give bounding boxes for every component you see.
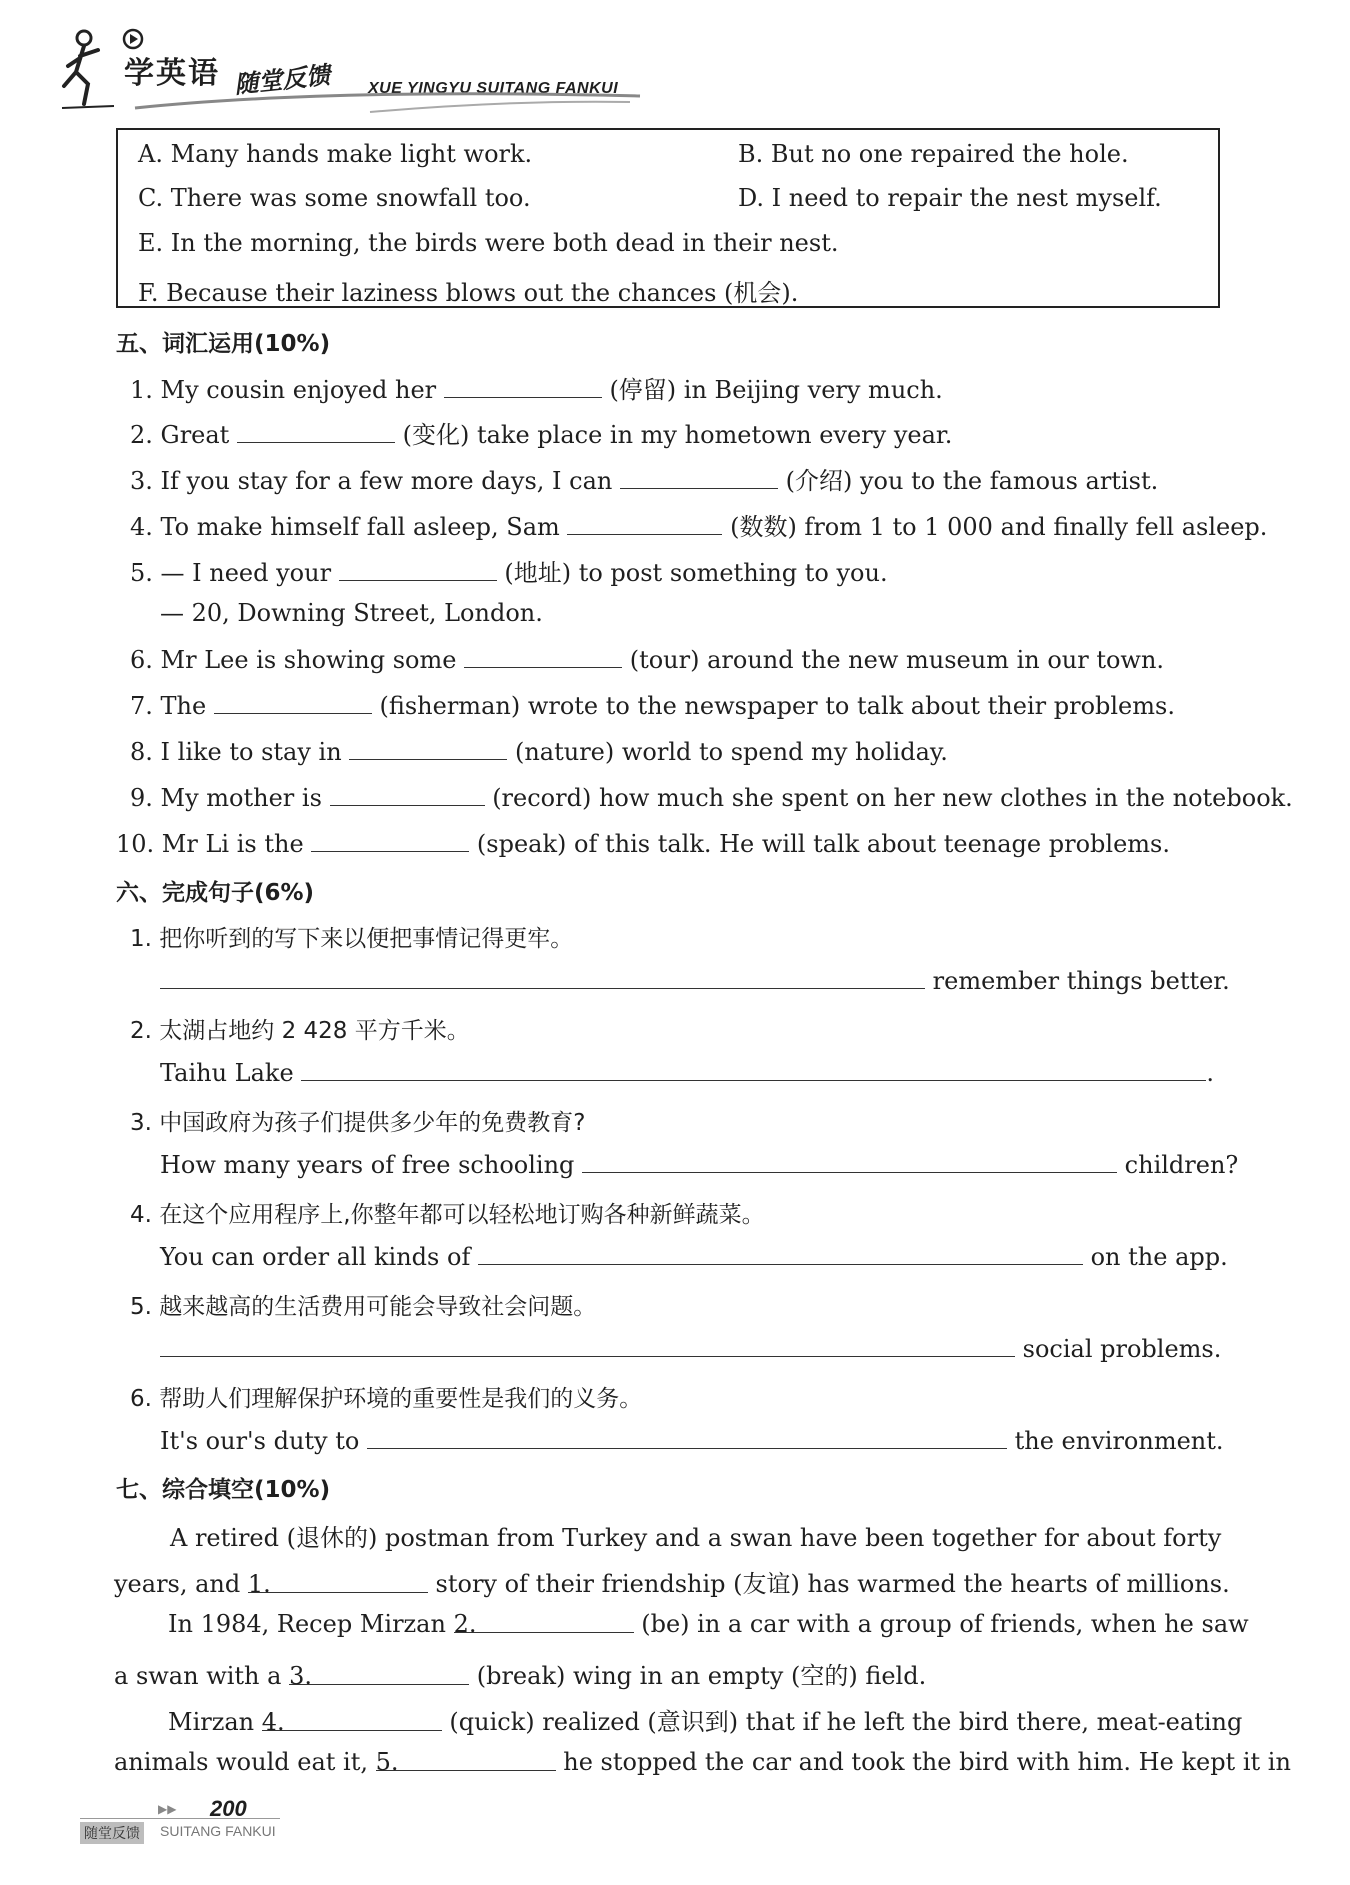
cloze-blank-1[interactable]	[247, 1570, 428, 1598]
option-b: B. But no one repaired the hole.	[738, 140, 1129, 168]
vocab-item-1-text: 1. My cousin enjoyed her	[130, 376, 437, 404]
vocab-blank-9[interactable]	[330, 783, 485, 806]
vocab-item-7-hint: (fisherman) wrote to the newspaper to talk about their problems.	[379, 692, 1175, 720]
sentence-4-start: You can order all kinds of	[160, 1243, 471, 1271]
vocab-item-6	[130, 645, 1164, 674]
vocab-item-9-text: 9. My mother is	[130, 784, 322, 812]
cloze-blank-4[interactable]	[261, 1708, 442, 1736]
vocab-item-8	[130, 737, 948, 766]
vocab-item-10	[116, 829, 1170, 858]
options-box	[116, 128, 1220, 308]
vocab-item-3-hint: (介绍) you to the famous artist.	[785, 467, 1159, 495]
sentence-2-cn: 2. 太湖占地约 2 428 平方千米。	[130, 1018, 470, 1044]
sentence-blank-3[interactable]	[582, 1150, 1117, 1173]
cloze-blank-2[interactable]	[453, 1610, 634, 1638]
vocab-item-5-hint: (地址) to post something to you.	[504, 559, 888, 587]
sentence-6	[160, 1426, 1224, 1455]
sentence-2-start: Taihu Lake	[160, 1059, 294, 1087]
cloze-line-2	[114, 1564, 1230, 1599]
cloze-line-1-text: A retired (退休的) postman from Turkey and a swan have been together for about forty	[170, 1524, 1222, 1552]
cloze-blank-5-num: 5.	[375, 1748, 399, 1776]
cloze-line-4-end: (break) wing in an empty (空的) field.	[476, 1662, 927, 1690]
vocab-item-4	[130, 507, 1267, 542]
vocab-item-6-hint: (tour) around the new museum in our town.	[629, 646, 1165, 674]
sentence-blank-6[interactable]	[367, 1426, 1007, 1449]
sentence-5	[160, 1334, 1221, 1363]
cloze-blank-3-num: 3.	[289, 1662, 312, 1690]
sentence-6-start: It's our's duty to	[160, 1427, 360, 1455]
vocab-item-8-hint: (nature) world to spend my holiday.	[514, 738, 948, 766]
page-number: 200	[210, 1796, 247, 1821]
vocab-blank-5[interactable]	[339, 558, 497, 581]
page-arrows-icon: ▶▶	[158, 1802, 177, 1816]
vocab-item-4-text: 4. To make himself fall asleep, Sam	[130, 513, 560, 541]
vocab-item-9	[130, 783, 1293, 812]
cloze-line-2-end: story of their friendship (友谊) has warmed the hearts of millions.	[435, 1570, 1230, 1598]
sentence-1-end: remember things better.	[932, 967, 1230, 995]
sentence-blank-1[interactable]	[160, 966, 925, 989]
cloze-line-4-start: a swan with a	[114, 1662, 282, 1690]
cloze-blank-5[interactable]	[375, 1748, 556, 1776]
sentence-5-cn: 5. 越来越高的生活费用可能会导致社会问题。	[130, 1294, 597, 1320]
cloze-blank-3[interactable]	[289, 1662, 469, 1690]
vocab-blank-7[interactable]	[214, 691, 372, 714]
vocab-item-7	[130, 691, 1175, 720]
vocab-blank-6[interactable]	[464, 645, 622, 668]
sentence-1	[160, 966, 1230, 995]
section-7-title: 七、综合填空(10%)	[116, 1477, 331, 1503]
cloze-line-5-end: (quick) realized (意识到) that if he left the bird there, meat-eating	[449, 1708, 1243, 1736]
option-f: F. Because their laziness blows out the chances (机会).	[138, 279, 799, 307]
cloze-line-2-start: years, and	[114, 1570, 241, 1598]
sentence-4-end: on the app.	[1090, 1243, 1228, 1271]
sentence-6-cn: 6. 帮助人们理解保护环境的重要性是我们的义务。	[130, 1386, 643, 1412]
sentence-4-cn: 4. 在这个应用程序上,你整年都可以轻松地订购各种新鲜蔬菜。	[130, 1202, 765, 1228]
sentence-1-cn: 1. 把你听到的写下来以便把事情记得更牢。	[130, 926, 574, 952]
vocab-item-4-hint: (数数) from 1 to 1 000 and finally fell asleep.	[730, 513, 1268, 541]
vocab-item-8-text: 8. I like to stay in	[130, 738, 342, 766]
play-icon	[122, 28, 144, 50]
vocab-item-3-text: 3. If you stay for a few more days, I can	[130, 467, 613, 495]
sentence-4	[160, 1242, 1228, 1271]
cloze-line-6-start: animals would eat it,	[114, 1748, 368, 1776]
option-a: A. Many hands make light work.	[138, 140, 533, 168]
cloze-line-3-start: In 1984, Recep Mirzan	[168, 1610, 446, 1638]
cloze-blank-2-num: 2.	[453, 1610, 477, 1638]
sentence-5-end: social problems.	[1022, 1335, 1222, 1363]
sentence-6-end: the environment.	[1014, 1427, 1224, 1455]
vocab-item-1	[130, 370, 943, 405]
vocab-item-9-hint: (record) how much she spent on her new clothes in the notebook.	[492, 784, 1293, 812]
vocab-item-6-text: 6. Mr Lee is showing some	[130, 646, 457, 674]
footer-rule	[80, 1818, 280, 1819]
vocab-item-2-text: 2. Great	[130, 421, 230, 449]
vocab-item-1-hint: (停留) in Beijing very much.	[609, 376, 943, 404]
vocab-item-3	[130, 461, 1158, 496]
vocab-item-2-hint: (变化) take place in my hometown every year.	[402, 421, 953, 449]
sentence-2	[160, 1058, 1214, 1087]
footer-tag-cn: 随堂反馈	[80, 1822, 144, 1844]
vocab-blank-2[interactable]	[237, 420, 395, 443]
sentence-3-end: children?	[1124, 1151, 1239, 1179]
footer-tag-en: SUITANG FANKUI	[160, 1823, 276, 1839]
vocab-item-10-hint: (speak) of this talk. He will talk about teenage problems.	[476, 830, 1170, 858]
option-c: C. There was some snowfall too.	[138, 184, 531, 212]
sentence-3-cn: 3. 中国政府为孩子们提供多少年的免费教育?	[130, 1110, 586, 1136]
vocab-blank-10[interactable]	[311, 829, 469, 852]
header-swoosh	[130, 78, 650, 118]
vocab-blank-1[interactable]	[444, 375, 602, 398]
sentence-blank-4[interactable]	[478, 1242, 1083, 1265]
vocab-item-7-text: 7. The	[130, 692, 207, 720]
vocab-item-5	[130, 553, 888, 588]
vocab-item-10-text: 10. Mr Li is the	[116, 830, 304, 858]
vocab-item-2	[130, 415, 952, 450]
cloze-line-3	[168, 1610, 1249, 1638]
cloze-line-1	[170, 1518, 1220, 1553]
option-e: E. In the morning, the birds were both dead in their nest.	[138, 229, 839, 257]
section-5-title: 五、词汇运用(10%)	[116, 331, 331, 357]
cloze-line-6	[114, 1748, 1291, 1776]
option-d: D. I need to repair the nest myself.	[738, 184, 1162, 212]
cloze-blank-1-num: 1.	[247, 1570, 271, 1598]
header-title-en: XUE YINGYU SUITANG FANKUI	[368, 80, 619, 97]
header-subtitle-cn: 随堂反馈	[233, 61, 332, 99]
cloze-blank-4-num: 4.	[261, 1708, 285, 1736]
vocab-item-5-text: 5. — I need your	[130, 559, 332, 587]
sentence-3-start: How many years of free schooling	[160, 1151, 575, 1179]
sentence-2-end: .	[1206, 1059, 1214, 1087]
sentence-3	[160, 1150, 1238, 1179]
vocab-blank-3[interactable]	[620, 466, 778, 489]
cloze-line-5-start: Mirzan	[168, 1708, 255, 1736]
header-title-cn: 学英语	[124, 56, 220, 91]
vocab-item-5-reply: — 20, Downing Street, London.	[160, 599, 543, 627]
sentence-blank-5[interactable]	[160, 1334, 1015, 1357]
cloze-line-6-end: he stopped the car and took the bird with him. He kept it in	[563, 1748, 1291, 1776]
vocab-blank-8[interactable]	[349, 737, 507, 760]
section-6-title: 六、完成句子(6%)	[116, 880, 315, 906]
cloze-line-5	[168, 1702, 1242, 1737]
cloze-line-3-end: (be) in a car with a group of friends, when he saw	[641, 1610, 1249, 1638]
vocab-blank-4[interactable]	[567, 512, 722, 535]
sentence-blank-2[interactable]	[301, 1058, 1206, 1081]
cloze-line-4	[114, 1656, 926, 1691]
